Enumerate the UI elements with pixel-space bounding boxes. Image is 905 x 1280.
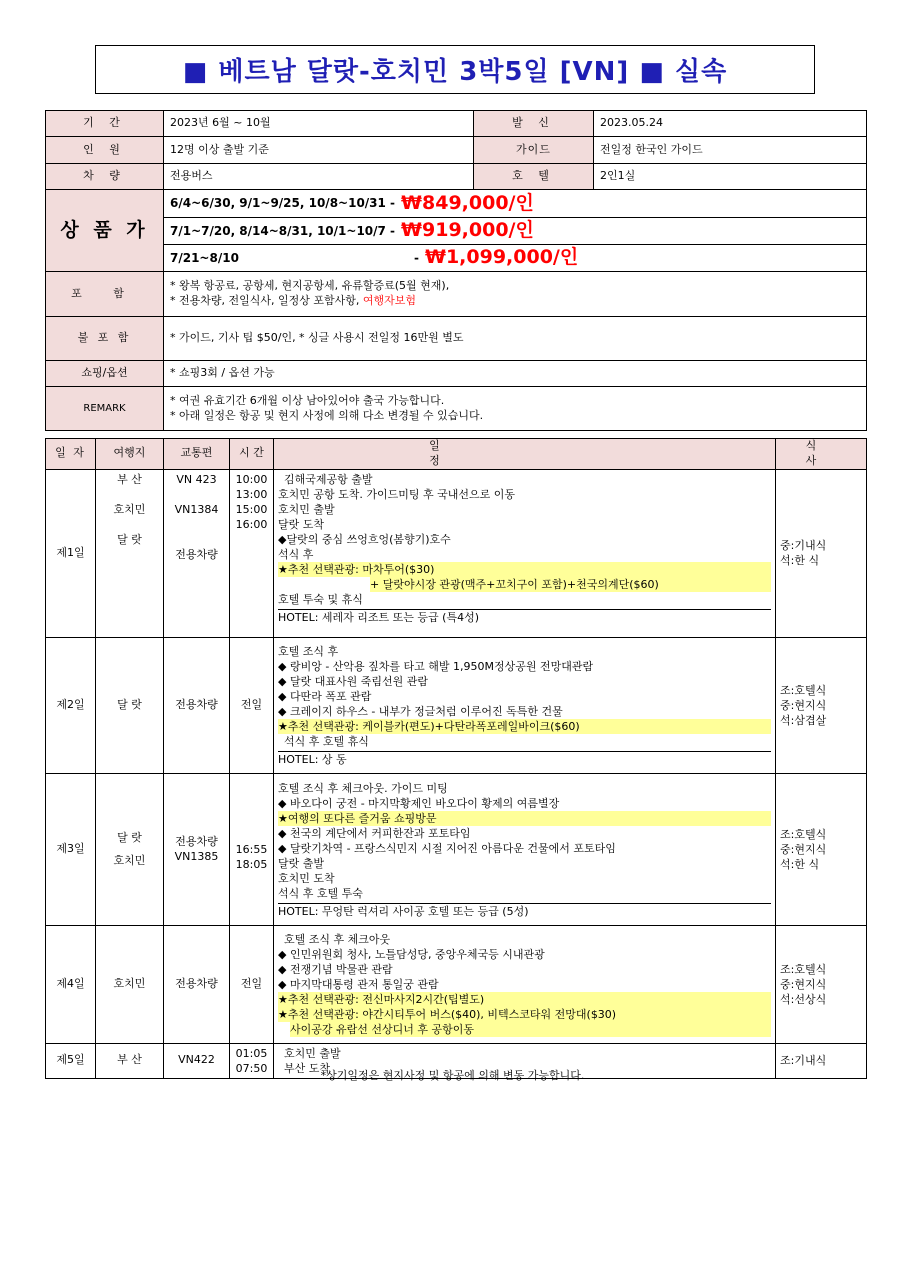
day1-places [96, 469, 164, 637]
price-dates-3: 7/21~8/10 [170, 250, 239, 265]
day5-label: 제5일 [46, 1043, 96, 1078]
day4-meal-1: 조:호텔식 [780, 962, 827, 976]
schedule-header-row [46, 439, 867, 470]
shopping-row [46, 361, 867, 387]
day3-item-7: 석식 후 호텔 투숙 [278, 886, 363, 900]
price-list [164, 190, 867, 272]
day4-time: 전일 [230, 925, 274, 1043]
day3-highlight: ★여행의 또다른 즐거움 쇼핑방문 [278, 811, 771, 826]
exclude-value: * 가이드, 기사 팁 $50/인, * 싱글 사용시 전일정 16만원 별도 [164, 317, 867, 361]
exclude-row [46, 317, 867, 361]
day1-place-1: 부 산 [117, 472, 142, 486]
day1-meals [776, 469, 867, 637]
day2-meals [776, 637, 867, 773]
day1-item-6: 석식 후 [278, 547, 314, 561]
day2-meal-3: 석:삼겹살 [780, 713, 827, 727]
day1-after: 호텔 투숙 및 휴식 [278, 592, 363, 606]
day3-meal-2: 중:현지식 [780, 842, 827, 856]
include-line-2-text: * 전용차량, 전일식사, 일정상 포함사항, [170, 294, 360, 307]
day4-meal-3: 석:선상식 [780, 992, 827, 1006]
period-label: 기 간 [46, 111, 164, 137]
day3-item-6: 호치민 도착 [278, 871, 335, 885]
day1-meal-2: 석:한 식 [780, 554, 820, 568]
day2-time: 전일 [230, 637, 274, 773]
day3-meal-3: 석:한 식 [780, 857, 820, 871]
header-meals: 식 사 [776, 439, 867, 470]
price-row [46, 190, 867, 272]
tour-info-table [45, 110, 867, 431]
day1-transport-1: VN 423 [176, 472, 217, 486]
day2-item-1: 호텔 조식 후 [278, 645, 339, 659]
day3-place-1: 달 랏 [117, 831, 142, 845]
day2-itinerary [274, 637, 776, 773]
include-line-1: * 왕복 항공료, 공항세, 현지공항세, 유류할증료(5월 현재), [170, 279, 450, 293]
day1-time-4: 16:00 [235, 517, 268, 531]
day1-time-3: 15:00 [235, 502, 268, 516]
day2-after: 석식 후 호텔 휴식 [284, 735, 369, 749]
header-time: 시 간 [230, 439, 274, 470]
day4-transport: 전용차량 [164, 925, 230, 1043]
day1-itinerary [274, 469, 776, 637]
day1-transport-2: VN1384 [174, 502, 219, 516]
remark-label: REMARK [46, 387, 164, 431]
price-value-3: ₩1,099,000/인 [424, 246, 579, 269]
day2-hotel: HOTEL: 상 동 [278, 751, 771, 766]
day5-transport: VN422 [164, 1043, 230, 1078]
document-title: ■ 베트남 달랏-호치민 3박5일 [VN] ■ 실속 [95, 45, 815, 94]
include-label: 포 함 [46, 272, 164, 317]
price-line-3 [164, 244, 866, 271]
day2-place: 달 랏 [96, 637, 164, 773]
day4-place: 호치민 [96, 925, 164, 1043]
day2-transport: 전용차량 [164, 637, 230, 773]
day1-time-2: 13:00 [235, 487, 268, 501]
day4-item-3: ◆ 전쟁기념 박물관 관람 [278, 962, 393, 976]
day1-option-1: ★추천 선택관광: 마차투어($30) [278, 562, 771, 577]
remark-line-1: * 여권 유효기간 6개월 이상 남아있어야 출국 가능합니다. [170, 393, 445, 407]
day3-places [96, 773, 164, 925]
day2-item-3: ◆ 달랏 대표사원 죽림선원 관람 [278, 675, 428, 689]
price-dates-2: 7/1~7/20, 8/14~8/31, 10/1~10/7 - [170, 223, 396, 238]
day3-lines [278, 781, 771, 918]
sent-label: 발 신 [474, 111, 594, 137]
footnote: *상기일정은 현지사정 및 항공에 의해 변동 가능합니다. [320, 1069, 585, 1082]
header-day: 일 자 [46, 439, 96, 470]
day3-row [46, 773, 867, 925]
day4-meals [776, 925, 867, 1043]
vehicle-label: 차 량 [46, 164, 164, 190]
day3-hotel: HOTEL: 무엉탄 럭셔리 사이공 호텔 또는 등급 (5성) [278, 903, 771, 918]
schedule-table [45, 438, 867, 1079]
day1-row [46, 469, 867, 637]
guide-value: 전일정 한국인 가이드 [594, 137, 867, 164]
day4-item-1: 호텔 조식 후 체크아웃 [284, 932, 391, 946]
remark-value [164, 387, 867, 431]
shopping-label: 쇼핑/옵션 [46, 361, 164, 387]
day1-lines [278, 472, 771, 624]
day2-item-2: ◆ 랑비앙 - 산악용 짚차를 타고 해발 1,950M정상공원 전망대관람 [278, 660, 594, 674]
people-row [46, 137, 867, 164]
price-line-1 [164, 190, 866, 217]
day1-transport [164, 469, 230, 637]
day1-place-2: 호치민 [113, 502, 146, 516]
day3-item-5: 달랏 출발 [278, 856, 325, 870]
day4-row [46, 925, 867, 1043]
price-value-2: ₩919,000/인 [401, 219, 534, 242]
price-dash-3: - [414, 250, 419, 265]
day1-times [230, 469, 274, 637]
day4-lines [278, 932, 771, 1037]
day4-option-2: ★추천 선택관광: 야간시티투어 버스($40), 비텍스코타워 전망대($30) [278, 1007, 771, 1022]
price-label: 상 품 가 [46, 190, 164, 272]
day1-item-2: 호치민 공항 도착. 가이드미팅 후 국내선으로 이동 [278, 487, 515, 501]
day3-label: 제3일 [46, 773, 96, 925]
day4-item-2: ◆ 인민위원회 청사, 노틀담성당, 중앙우체국등 시내관광 [278, 947, 545, 961]
period-value: 2023년 6월 ~ 10월 [164, 111, 474, 137]
price-line-2 [164, 217, 866, 244]
people-label: 인 원 [46, 137, 164, 164]
day1-place-3: 달 랏 [117, 532, 142, 546]
shopping-value: * 쇼핑3회 / 옵션 가능 [164, 361, 867, 387]
day1-transport-3: 전용차량 [175, 547, 218, 561]
day1-option-2: + 달랏야시장 관광(맥주+꼬치구이 포함)+천국의계단($60) [370, 577, 771, 592]
day3-transport [164, 773, 230, 925]
day2-label: 제2일 [46, 637, 96, 773]
header-transport: 교통편 [164, 439, 230, 470]
include-line-2 [170, 294, 860, 309]
day4-item-4: ◆ 마지막대통령 관저 통일궁 관람 [278, 977, 439, 991]
day3-meal-1: 조:호텔식 [780, 827, 827, 841]
day5-meal-1: 조:기내식 [780, 1054, 827, 1068]
day1-hotel: HOTEL: 세레자 리조트 또는 등급 (특4성) [278, 609, 771, 624]
header-itinerary: 일 정 [274, 439, 776, 470]
hotel-value: 2인1실 [594, 164, 867, 190]
day5-place: 부 산 [96, 1043, 164, 1078]
remark-row [46, 387, 867, 431]
remark-line-2: * 아래 일정은 항공 및 현지 사정에 의해 다소 변경될 수 있습니다. [170, 408, 484, 422]
vehicle-row [46, 164, 867, 190]
day1-time-1: 10:00 [235, 472, 268, 486]
day3-item-2: ◆ 바오다이 궁전 - 마지막황제인 바오다이 황제의 여름별장 [278, 796, 560, 810]
day3-transport-2: VN1385 [174, 850, 219, 864]
vehicle-value: 전용버스 [164, 164, 474, 190]
price-dates-1: 6/4~6/30, 9/1~9/25, 10/8~10/31 - [170, 196, 396, 211]
people-value: 12명 이상 출발 기준 [164, 137, 474, 164]
day5-item-2: 부산 도착 [284, 1061, 331, 1075]
include-value [164, 272, 867, 317]
day2-item-4: ◆ 다딴라 폭포 관람 [278, 690, 372, 704]
day3-time-2: 18:05 [235, 858, 268, 872]
day3-item-4: ◆ 달랏기차역 - 프랑스식민지 시절 지어진 아름다운 건물에서 포토타임 [278, 841, 616, 855]
day1-item-4: 달랏 도착 [278, 517, 325, 531]
day1-meal-1: 중:기내식 [780, 539, 827, 553]
day5-time-2: 07:50 [235, 1061, 268, 1075]
day4-option-1: ★추천 선택관광: 전신마사지2시간(팁별도) [278, 992, 771, 1007]
day4-itinerary [274, 925, 776, 1043]
price-value-1: ₩849,000/인 [401, 191, 534, 214]
day2-meal-2: 중:현지식 [780, 698, 827, 712]
period-row [46, 111, 867, 137]
day1-item-3: 호치민 출발 [278, 502, 335, 516]
hotel-label: 호 텔 [474, 164, 594, 190]
day1-label: 제1일 [46, 469, 96, 637]
sent-value: 2023.05.24 [594, 111, 867, 137]
day4-option-3: 사이공강 유람선 선상디너 후 공항이동 [290, 1022, 771, 1037]
include-row [46, 272, 867, 317]
guide-label: 가이드 [474, 137, 594, 164]
day1-item-1: 김해국제공항 출발 [284, 472, 373, 486]
day3-item-1: 호텔 조식 후 체크아웃. 가이드 미팅 [278, 781, 448, 795]
day5-item-1: 호치민 출발 [284, 1046, 341, 1060]
day3-times [230, 773, 274, 925]
day3-place-2: 호치민 [113, 854, 146, 868]
day4-label: 제4일 [46, 925, 96, 1043]
day3-transport-1: 전용차량 [175, 835, 218, 849]
header-place: 여행지 [96, 439, 164, 470]
day2-lines [278, 644, 771, 766]
day3-meals [776, 773, 867, 925]
day4-meal-2: 중:현지식 [780, 977, 827, 991]
exclude-label: 불 포 함 [46, 317, 164, 361]
day2-item-5: ◆ 크레이지 하우스 - 내부가 정글처럼 이루어진 독특한 건물 [278, 705, 563, 719]
include-insurance: 여행자보험 [362, 294, 417, 307]
day2-row [46, 637, 867, 773]
day2-option: ★추천 선택관광: 케이블카(편도)+다탄라폭포레일바이크($60) [278, 719, 771, 734]
day1-item-5: ◆달랏의 중심 쓰엉흐엉(봄향기)호수 [278, 532, 451, 546]
day2-meal-1: 조:호텔식 [780, 683, 827, 697]
day3-item-3: ◆ 천국의 계단에서 커피한잔과 포토타임 [278, 826, 471, 840]
day3-itinerary [274, 773, 776, 925]
day3-time-1: 16:55 [235, 843, 268, 857]
day5-time-1: 01:05 [235, 1046, 268, 1060]
